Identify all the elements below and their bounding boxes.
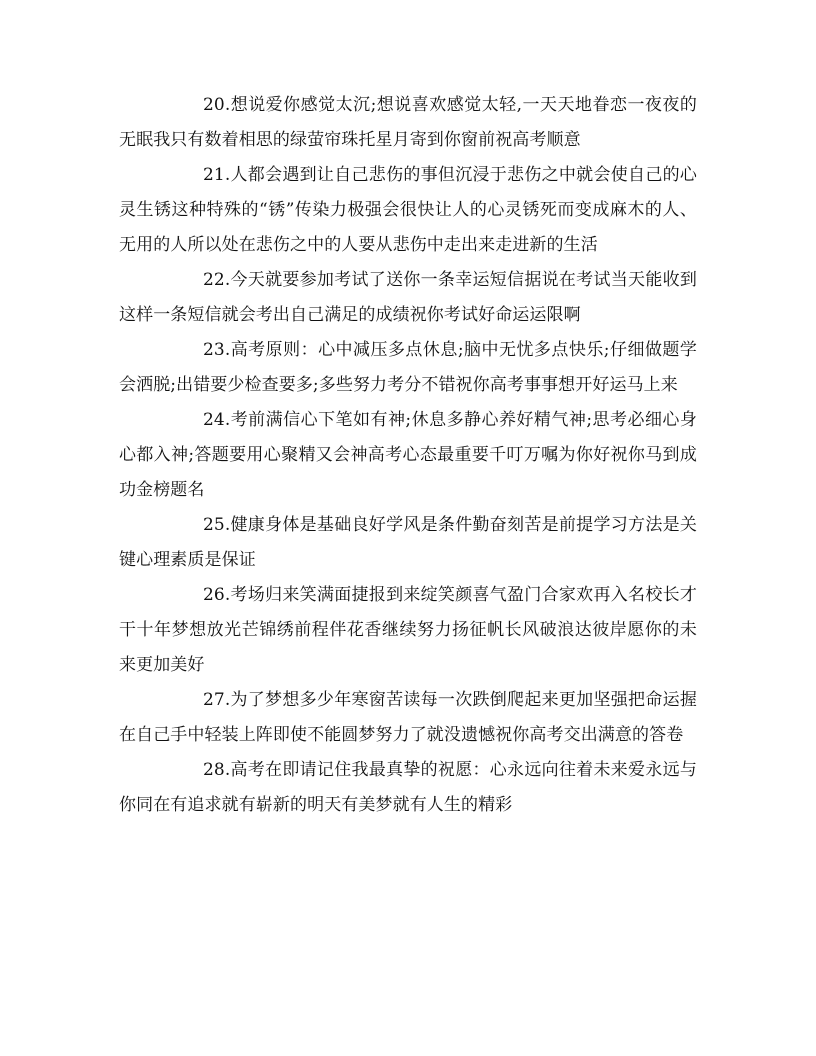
paragraph-21: 21.人都会遇到让自己悲伤的事但沉浸于悲伤之中就会使自己的心灵生锈这种特殊的“锈”传染力极强会很快让人的心灵锈死而变成麻木的人、无用的人所以处在悲伤之中的人要从悲伤中走出来走进新的生活: [119, 165, 697, 255]
document-body: [119, 88, 697, 823]
paragraph-20: 20.想说爱你感觉太沉;想说喜欢感觉太轻,一天天地眷恋一夜夜的无眠我只有数着相思的绿萤帘珠托星月寄到你窗前祝高考顺意: [119, 95, 697, 150]
paragraph-27: 27.为了梦想多少年寒窗苦读每一次跌倒爬起来更加坚强把命运握在自己手中轻装上阵即使不能圆梦努力了就没遗憾祝你高考交出满意的答卷: [119, 690, 697, 745]
paragraph-23: 23.高考原则：心中减压多点休息;脑中无忧多点快乐;仔细做题学会洒脱;出错要少检查要多;多些努力考分不错祝你高考事事想开好运马上来: [119, 340, 697, 395]
paragraph-24: 24.考前满信心下笔如有神;休息多静心养好精气神;思考必细心身心都入神;答题要用心聚精又会神高考心态最重要千叮万嘱为你好祝你马到成功金榜题名: [119, 410, 697, 500]
paragraph-28: 28.高考在即请记住我最真挚的祝愿：心永远向往着未来爱永远与你同在有追求就有崭新的明天有美梦就有人生的精彩: [119, 760, 697, 815]
paragraph-26: 26.考场归来笑满面捷报到来绽笑颜喜气盈门合家欢再入名校长才干十年梦想放光芒锦绣前程伴花香继续努力扬征帆长风破浪达彼岸愿你的未来更加美好: [119, 585, 697, 675]
paragraph-25: 25.健康身体是基础良好学风是条件勤奋刻苦是前提学习方法是关键心理素质是保证: [119, 515, 697, 570]
paragraph-22: 22.今天就要参加考试了送你一条幸运短信据说在考试当天能收到这样一条短信就会考出自己满足的成绩祝你考试好命运运限啊: [119, 270, 697, 325]
